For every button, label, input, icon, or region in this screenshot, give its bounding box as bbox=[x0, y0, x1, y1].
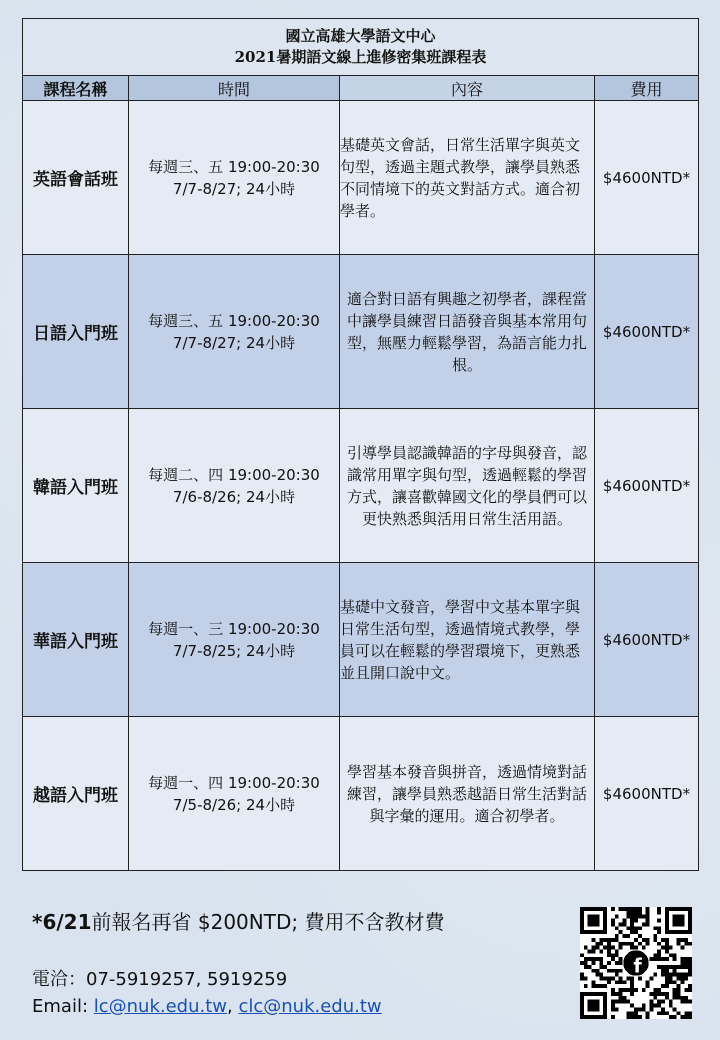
column-header-content: 內容 bbox=[340, 76, 595, 101]
table-title bbox=[23, 19, 699, 76]
course-fee: $4600NTD* bbox=[595, 255, 699, 409]
course-row-korean bbox=[23, 409, 699, 563]
email-contact bbox=[32, 996, 382, 1017]
course-dates: 7/5-8/26; 24小時 bbox=[172, 795, 296, 814]
discount-note bbox=[32, 906, 444, 935]
course-name: 越語入門班 bbox=[23, 717, 129, 871]
discount-date: *6/21 bbox=[32, 910, 92, 934]
table-header-row bbox=[23, 76, 699, 101]
course-fee: $4600NTD* bbox=[595, 717, 699, 871]
course-time bbox=[129, 717, 340, 871]
course-dates: 7/6-8/26; 24小時 bbox=[172, 487, 296, 506]
course-time bbox=[129, 255, 340, 409]
course-schedule: 每週一、四 19:00-20:30 bbox=[148, 773, 320, 792]
course-name: 韓語入門班 bbox=[23, 409, 129, 563]
email-link-lc[interactable]: lc@nuk.edu.tw bbox=[93, 996, 228, 1017]
column-header-name: 課程名稱 bbox=[23, 76, 129, 101]
course-content: 引導學員認識韓語的字母與發音，認識常用單字與句型，透過輕鬆的學習方式，讓喜歡韓國文化的學員們可以更快熟悉與活用日常生活用語。 bbox=[340, 409, 595, 563]
course-schedule: 每週二、四 19:00-20:30 bbox=[148, 465, 320, 484]
course-name: 英語會話班 bbox=[23, 101, 129, 255]
course-content: 基礎中文發音，學習中文基本單字與日常生活句型，透過情境式教學，學員可以在輕鬆的學習環境下，更熟悉並且開口說中文。 bbox=[340, 563, 595, 717]
title-line-1: 國立高雄大學語文中心 bbox=[285, 27, 436, 45]
course-time bbox=[129, 563, 340, 717]
course-fee: $4600NTD* bbox=[595, 101, 699, 255]
course-time bbox=[129, 409, 340, 563]
course-fee: $4600NTD* bbox=[595, 563, 699, 717]
discount-text: 前報名再省 $200NTD; 費用不含教材費 bbox=[91, 910, 445, 934]
phone-contact: 電洽：07-5919257, 5919259 bbox=[32, 969, 288, 990]
course-row-english bbox=[23, 101, 699, 255]
course-time bbox=[129, 101, 340, 255]
qr-code[interactable] bbox=[580, 907, 692, 1019]
course-schedule: 每週三、五 19:00-20:30 bbox=[148, 157, 320, 176]
course-content: 學習基本發音與拼音，透過情境對話練習，讓學員熟悉越語日常生活對話與字彙的運用。適合初學者。 bbox=[340, 717, 595, 871]
course-row-chinese bbox=[23, 563, 699, 717]
course-schedule: 每週三、五 19:00-20:30 bbox=[148, 311, 320, 330]
email-separator: , bbox=[227, 996, 239, 1017]
course-dates: 7/7-8/27; 24小時 bbox=[172, 333, 296, 352]
facebook-letter: f bbox=[633, 954, 642, 978]
qr-code-image bbox=[580, 907, 692, 1019]
course-dates: 7/7-8/25; 24小時 bbox=[172, 641, 296, 660]
course-dates: 7/7-8/27; 24小時 bbox=[172, 179, 296, 198]
course-content: 基礎英文會話，日常生活單字與英文句型，透過主題式教學，讓學員熟悉不同情境下的英文對話方式。適合初學者。 bbox=[340, 101, 595, 255]
column-header-time: 時間 bbox=[129, 76, 340, 101]
course-name: 日語入門班 bbox=[23, 255, 129, 409]
course-row-japanese bbox=[23, 255, 699, 409]
title-line-2: 2021暑期語文線上進修密集班課程表 bbox=[234, 48, 487, 66]
column-header-fee: 費用 bbox=[595, 76, 699, 101]
course-name: 華語入門班 bbox=[23, 563, 129, 717]
email-label: Email: bbox=[32, 996, 94, 1017]
course-row-vietnamese bbox=[23, 717, 699, 871]
course-fee: $4600NTD* bbox=[595, 409, 699, 563]
email-link-clc[interactable]: clc@nuk.edu.tw bbox=[238, 996, 382, 1017]
course-schedule: 每週一、三 19:00-20:30 bbox=[148, 619, 320, 638]
course-schedule-table bbox=[22, 18, 699, 871]
course-content: 適合對日語有興趣之初學者，課程當中讓學員練習日語發音與基本常用句型，無壓力輕鬆學習，為語言能力扎根。 bbox=[340, 255, 595, 409]
